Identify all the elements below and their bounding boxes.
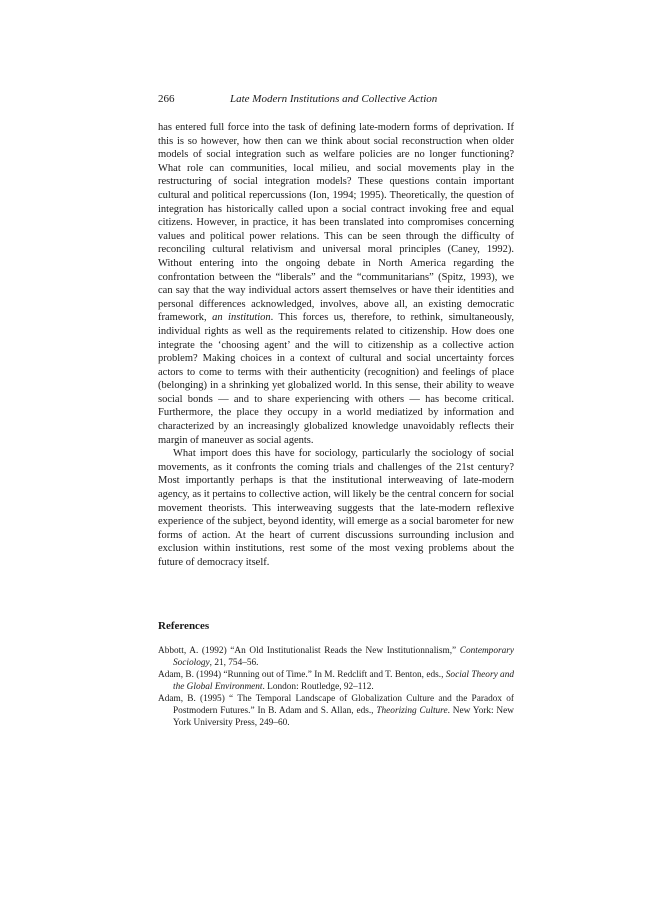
paragraph-1	[158, 121, 514, 447]
running-title: Late Modern Institutions and Collective Action	[230, 93, 438, 105]
running-head	[158, 92, 514, 106]
paragraph-2: What import does this have for sociology, particularly the sociology of social movements, as it confronts the coming trials and challenges of the 21st century? Most importantly perhaps is that the institutional interweaving of late-modern agency, as it pertains to collective action, will likely be the central concern for social movement theorists. This interweaving suggests that the late-modern reflexive experience of the subject, beyond identity, will emerge as a social barometer for new forms of action. At the heart of current discussions surrounding inclusion and exclusion within institutions, rest some of the most vexing problems about the future of democracy itself.	[158, 448, 514, 568]
references-heading: References	[158, 620, 210, 632]
reference-item	[158, 645, 514, 669]
references-list	[158, 645, 514, 729]
reference-text: Abbott, A. (1992) “An Old Institutionalist Reads the New Institutionnalism,”	[158, 646, 460, 656]
reference-title: Theorizing Culture	[376, 706, 448, 716]
reference-title: Contemporary Sociology	[173, 646, 514, 668]
paragraph-1-part-a: has entered full force into the task of defining late-modern forms of deprivation. If this is so however, how then can we think about social reconstruction when older models of social integration such as welfare policies are no longer functioning? What role can communities, local milieu, and social movements play in the restructuring of social integration models? These questions contain important cultural and political repercussions (Ion, 1994; 1995). Theoretically, the question of integration has historically called upon a social contract invoking free and equal citizens. However, in practice, it has been translated into compromises concerning values and political power relations. This can be seen through the difficulty of reconciling cultural relativism and universal moral principles (Caney, 1992). Without entering into the ongoing debate in North America regarding the confrontation between the “liberals” and the “communitarians” (Spitz, 1993), we can say that the way individual actors assert themselves or have their identities and personal differences acknowledged, involves, above all, an existing democratic framework,	[158, 122, 514, 324]
reference-details: , 21, 754–56.	[209, 658, 259, 668]
reference-item	[158, 693, 514, 729]
reference-item	[158, 669, 514, 693]
page-header	[158, 92, 514, 106]
reference-text: Adam, B. (1995) “ The Temporal Landscape of Globalization Culture and the Paradox of Postmodern Futures.” In B. Adam and S. Allan, eds.,	[158, 694, 514, 716]
page-number: 266	[158, 93, 175, 105]
reference-title: Social Theory and the Global Environment	[173, 670, 514, 692]
reference-details: . New York: New York University Press, 249–60.	[173, 706, 514, 728]
reference-details: . London: Routledge, 92–112.	[262, 682, 374, 692]
reference-text: Adam, B. (1994) “Running out of Time.” In M. Redclift and T. Benton, eds.,	[158, 670, 446, 680]
paragraph-1-part-b: . This forces us, therefore, to rethink, simultaneously, individual rights as well as the requirements related to citizenship. How does one integrate the ‘choosing agent’ and the will to citizenship as a collective action problem? Making choices in a context of cultural and social uncertainty forces actors to come to terms with their authenticity (recognition) and feelings of place (belonging) in a shrinking yet globalized world. In this sense, their ability to weave social bonds — and to share experiencing with others — has become critical. Furthermore, the place they occupy in a world mediatized by information and characterized by an increasingly globalized knowledge unavoidably reflects their margin of maneuver as social agents.	[158, 312, 514, 446]
body-text	[158, 121, 514, 570]
paragraph-1-emphasis: an institution	[212, 312, 271, 324]
